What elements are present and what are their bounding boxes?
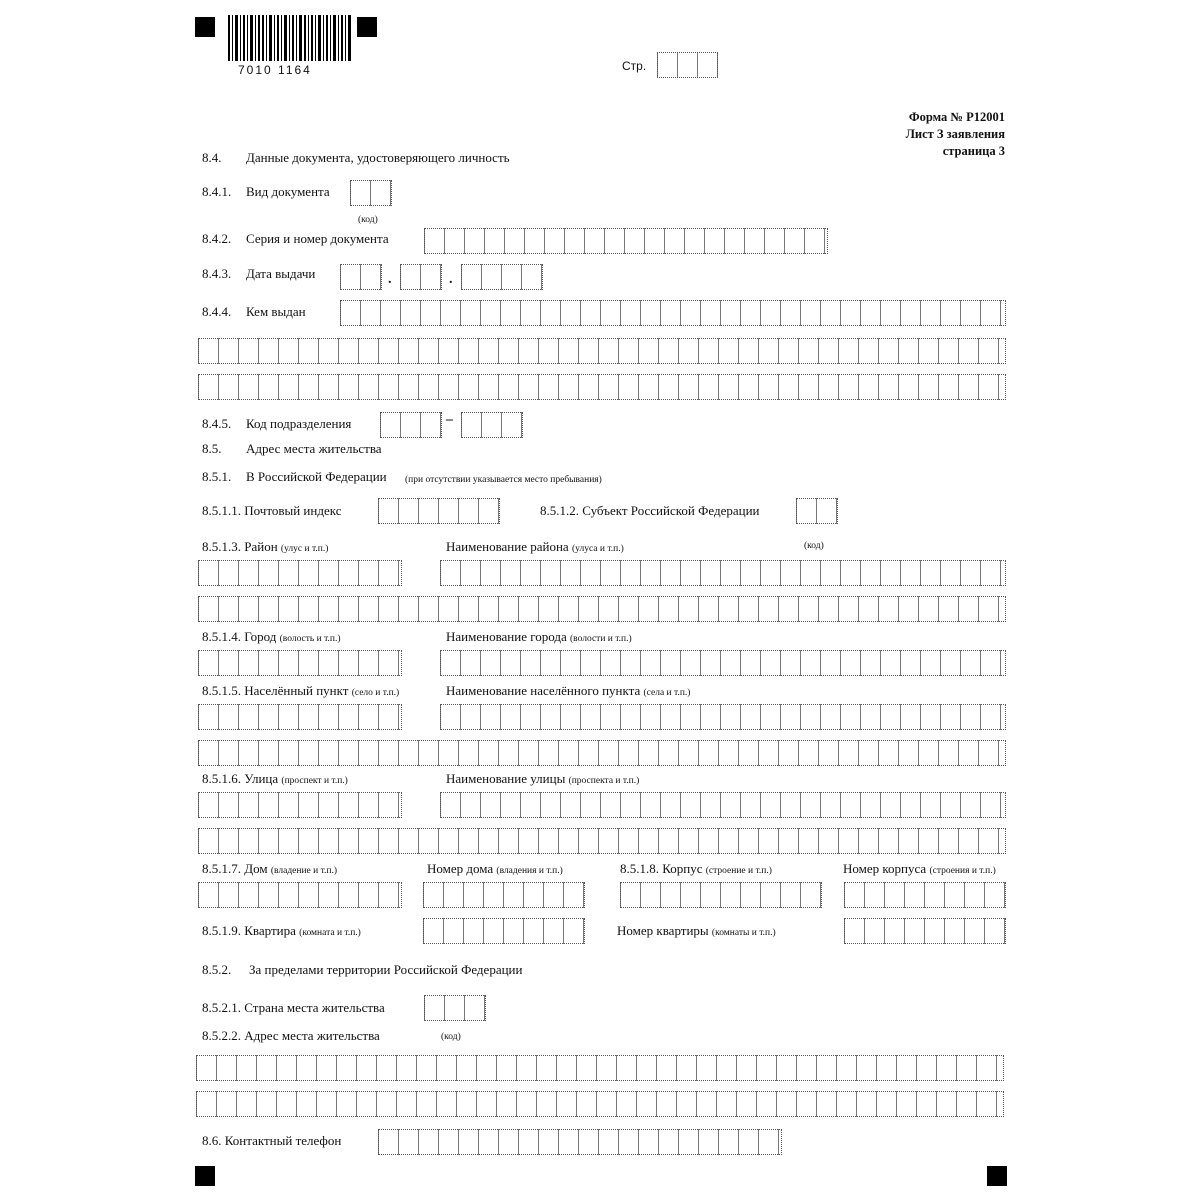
barcode-number: 7010 1164 — [238, 63, 312, 77]
corner-marker-bottom-left — [195, 1166, 215, 1186]
issued-by-field-line-2[interactable] — [198, 338, 1006, 364]
building-number-label: Номер корпуса (строения и т.п.) — [843, 861, 996, 876]
phone-field[interactable] — [378, 1129, 782, 1155]
document-type-code-note: (код) — [358, 215, 378, 225]
corner-marker-top-right — [357, 17, 377, 37]
issue-date-month-field[interactable] — [400, 264, 442, 290]
locality-type-field[interactable] — [198, 704, 402, 730]
locality-name-field-line-2[interactable] — [198, 740, 1006, 766]
country-code-field[interactable] — [424, 995, 486, 1021]
apartment-label: 8.5.1.9. Квартира (комната и т.п.) — [202, 923, 361, 938]
apartment-type-field[interactable] — [423, 918, 585, 944]
field-8-4-5-number: 8.4.5. — [202, 416, 232, 431]
section-8-4-title: Данные документа, удостоверяющего личность — [246, 150, 510, 165]
section-8-5-1-label: В Российской Федерации — [246, 469, 387, 484]
barcode — [228, 15, 353, 63]
region-code-field[interactable] — [796, 498, 838, 524]
section-8-5-1-note: (при отсутствии указывается место пребывания) — [405, 475, 602, 485]
building-number-field[interactable] — [844, 882, 1006, 908]
issued-by-field-line-3[interactable] — [198, 374, 1006, 400]
field-8-4-4-number: 8.4.4. — [202, 304, 232, 319]
city-label: 8.5.1.4. Город (волость и т.п.) — [202, 629, 341, 644]
foreign-address-field-line-1[interactable] — [196, 1055, 1004, 1081]
section-8-5-2-title: За пределами территории Российской Федерации — [249, 962, 523, 977]
city-name-label: Наименование города (волости и т.п.) — [446, 629, 632, 644]
field-8-4-3-label: Дата выдачи — [246, 266, 316, 281]
division-code-dash: – — [446, 412, 453, 427]
form-title: Форма № Р12001 — [908, 110, 1005, 124]
issue-date-separator-1: . — [388, 272, 392, 287]
district-type-field[interactable] — [198, 560, 402, 586]
country-code-note: (код) — [441, 1032, 461, 1042]
page-title: страница 3 — [942, 144, 1005, 158]
building-label: 8.5.1.8. Корпус (строение и т.п.) — [620, 861, 772, 876]
country-label: 8.5.2.1. Страна места жительства — [202, 1000, 385, 1015]
issue-date-separator-2: . — [449, 272, 453, 287]
phone-label: 8.6. Контактный телефон — [202, 1133, 342, 1148]
locality-label: 8.5.1.5. Населённый пункт (село и т.п.) — [202, 683, 400, 698]
house-number-field[interactable] — [423, 882, 585, 908]
division-code-field-1[interactable] — [380, 412, 442, 438]
street-name-label: Наименование улицы (проспекта и т.п.) — [446, 771, 640, 786]
street-label: 8.5.1.6. Улица (проспект и т.п.) — [202, 771, 348, 786]
district-label: 8.5.1.3. Район (улус и т.п.) — [202, 539, 329, 554]
field-8-4-4-label: Кем выдан — [246, 304, 306, 319]
house-type-field[interactable] — [198, 882, 402, 908]
section-8-5-title: Адрес места жительства — [246, 441, 382, 456]
field-8-4-1-number: 8.4.1. — [202, 184, 232, 199]
corner-marker-bottom-right — [987, 1166, 1007, 1186]
page-number-field[interactable] — [657, 52, 718, 78]
region-label: 8.5.1.2. Субъект Российской Федерации — [540, 503, 760, 518]
field-8-4-2-label: Серия и номер документа — [246, 231, 389, 246]
house-label: 8.5.1.7. Дом (владение и т.п.) — [202, 861, 338, 876]
city-name-field[interactable] — [440, 650, 1006, 676]
house-number-label: Номер дома (владения и т.п.) — [427, 861, 563, 876]
field-8-4-2-number: 8.4.2. — [202, 231, 232, 246]
document-type-code-field[interactable] — [350, 180, 392, 206]
foreign-address-field-line-2[interactable] — [196, 1091, 1004, 1117]
city-type-field[interactable] — [198, 650, 402, 676]
district-name-label: Наименование района (улуса и т.п.) — [446, 539, 624, 554]
postal-code-field[interactable] — [378, 498, 500, 524]
building-type-field[interactable] — [620, 882, 822, 908]
issue-date-day-field[interactable] — [340, 264, 382, 290]
foreign-address-label: 8.5.2.2. Адрес места жительства — [202, 1028, 380, 1043]
field-8-4-5-label: Код подразделения — [246, 416, 352, 431]
document-series-number-field[interactable] — [424, 228, 828, 254]
street-name-field-line-2[interactable] — [198, 828, 1006, 854]
issue-date-year-field[interactable] — [461, 264, 543, 290]
district-name-field-line-1[interactable] — [440, 560, 1006, 586]
page-label: Стр. — [622, 59, 647, 73]
sheet-title: Лист З заявления — [905, 127, 1005, 141]
section-8-4-number: 8.4. — [202, 150, 222, 165]
street-name-field-line-1[interactable] — [440, 792, 1006, 818]
locality-name-field-line-1[interactable] — [440, 704, 1006, 730]
section-8-5-number: 8.5. — [202, 441, 222, 456]
apartment-number-label: Номер квартиры (комнаты и т.п.) — [617, 923, 776, 938]
locality-name-label: Наименование населённого пункта (села и т.п.) — [446, 683, 691, 698]
district-name-field-line-2[interactable] — [198, 596, 1006, 622]
division-code-field-2[interactable] — [461, 412, 523, 438]
field-8-4-3-number: 8.4.3. — [202, 266, 232, 281]
issued-by-field-line-1[interactable] — [340, 300, 1006, 326]
region-code-note: (код) — [804, 541, 824, 551]
apartment-number-field[interactable] — [844, 918, 1006, 944]
corner-marker-top-left — [195, 17, 215, 37]
street-type-field[interactable] — [198, 792, 402, 818]
postal-code-label: 8.5.1.1. Почтовый индекс — [202, 503, 342, 518]
field-8-4-1-label: Вид документа — [246, 184, 330, 199]
section-8-5-2-number: 8.5.2. — [202, 962, 232, 977]
section-8-5-1-number: 8.5.1. — [202, 469, 232, 484]
